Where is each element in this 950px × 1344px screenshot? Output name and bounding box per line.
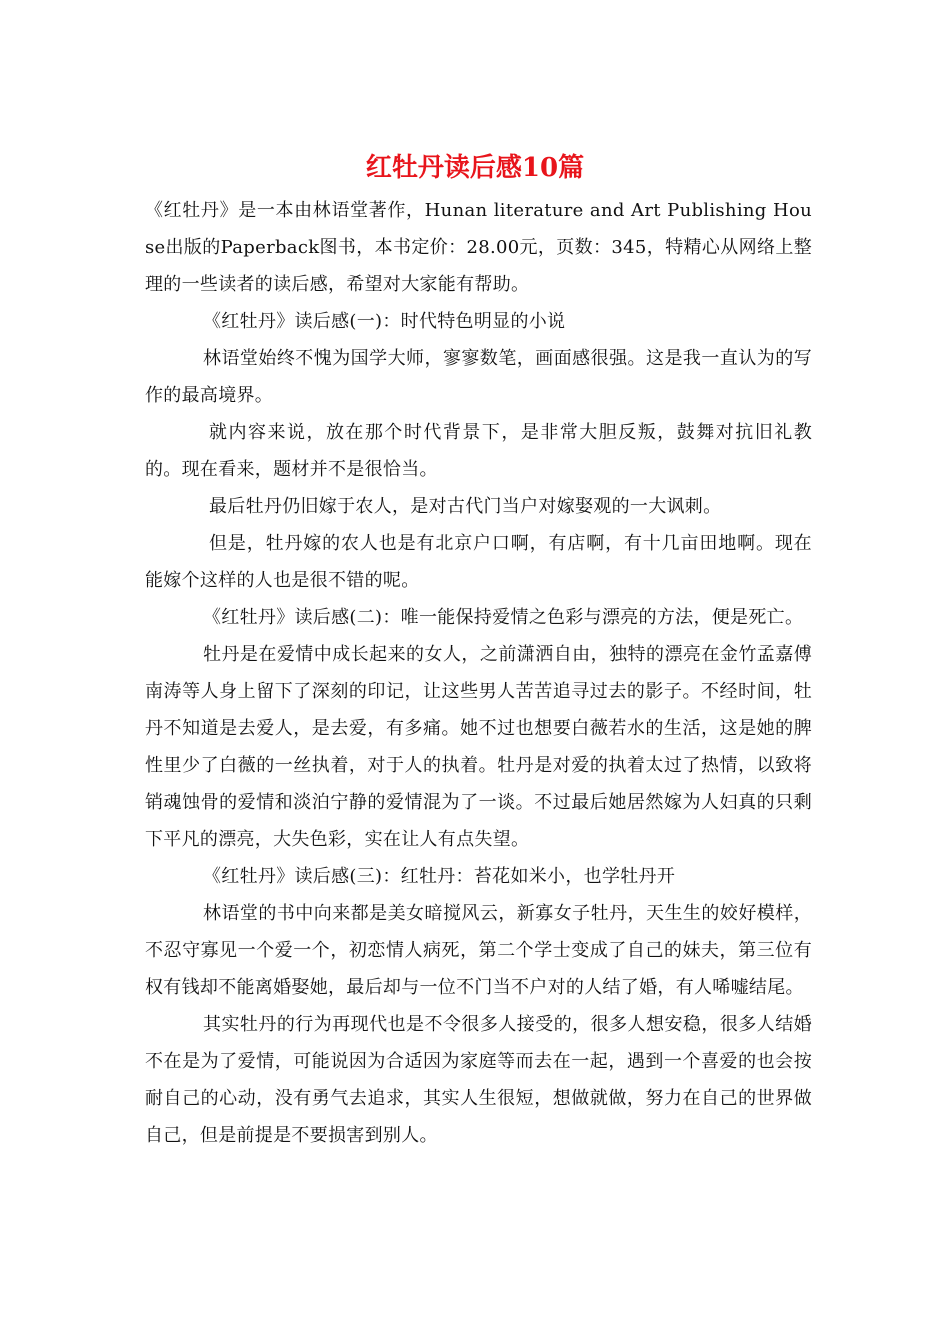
paragraph: 牡丹是在爱情中成长起来的女人，之前潇洒自由，独特的漂亮在金竹孟嘉傅南涛等人身上留下了深刻的印记，让这些男人苦苦追寻过去的影子。不经时间，牡丹不知道是去爱人，是去爱，有多痛。她不过也想要白薇若水的生活，这是她的脾性里少了白薇的一丝执着，对于人的执着。牡丹是对爱的执着太过了热情，以致将销魂蚀骨的爱情和淡泊宁静的爱情混为了一谈。不过最后她居然嫁为人妇真的只剩下平凡的漂亮，大失色彩，实在让人有点失望。 [145, 644, 812, 850]
document-title: 红牡丹读后感10篇 [365, 153, 585, 183]
paragraph: 但是，牡丹嫁的农人也是有北京户口啊，有店啊，有十几亩田地啊。现在能嫁个这样的人也是很不错的呢。 [145, 533, 812, 591]
paragraph: 最后牡丹仍旧嫁于农人，是对古代门当户对嫁娶观的一大讽刺。 [209, 496, 722, 517]
paragraph: 就内容来说，放在那个时代背景下，是非常大胆反叛，鼓舞对抗旧礼教的。现在看来，题材并不是很恰当。 [145, 422, 812, 480]
section-heading-3: 《红牡丹》读后感(三)：红牡丹：苔花如米小，也学牡丹开 [203, 866, 676, 887]
paragraph: 其实牡丹的行为再现代也是不令很多人接受的，很多人想安稳，很多人结婚不在是为了爱情，可能说因为合适因为家庭等而去在一起，遇到一个喜爱的也会按耐自己的心动，没有勇气去追求，其实人生很短，想做就做，努力在自己的世界做自己，但是前提是不要损害到别人。 [145, 1014, 812, 1146]
paragraph: 林语堂始终不愧为国学大师，寥寥数笔，画面感很强。这是我一直认为的写作的最高境界。 [145, 348, 812, 406]
paragraph: 林语堂的书中向来都是美女暗搅风云，新寡女子牡丹，天生生的姣好模样，不忍守寡见一个爱一个，初恋情人病死，第二个学士变成了自己的妹夫，第三位有权有钱却不能离婚娶她，最后却与一位不门当不户对的人结了婚，有人唏嘘结尾。 [145, 903, 812, 998]
section-heading-2: 《红牡丹》读后感(二)：唯一能保持爱情之色彩与漂亮的方法，便是死亡。 [203, 607, 804, 628]
document-body [145, 192, 812, 1154]
intro-paragraph: 《红牡丹》是一本由林语堂著作，Hunan literature and Art Publishing House出版的Paperback图书，本书定价：28.00元，页数：345，特精心从网络上整理的一些读者的读后感，希望对大家能有帮助。 [145, 200, 812, 295]
section-heading-1: 《红牡丹》读后感(一)：时代特色明显的小说 [203, 311, 566, 332]
